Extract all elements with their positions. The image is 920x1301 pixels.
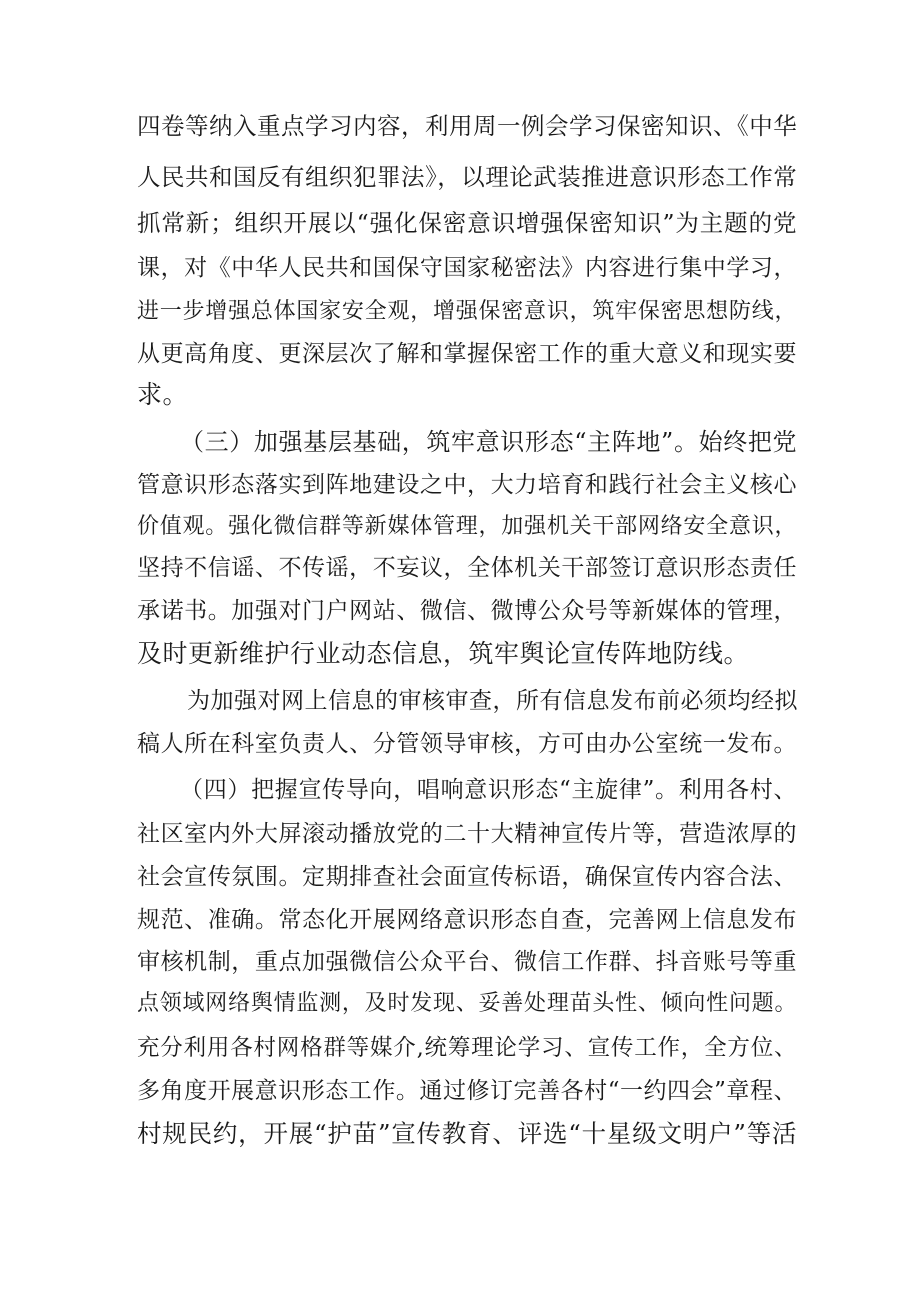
text-line: 从更高角度、更深层次了解和掌握保密工作的重大意义和现实要 <box>137 341 797 367</box>
text-line: 为加强对网上信息的审核审查，所有信息发布前必须均经拟 <box>187 688 798 714</box>
text-line: 充分利用各村网格群等媒介,统筹理论学习、宣传工作，全方位、 <box>137 1035 797 1061</box>
text-line: 稿人所在科室负责人、分管领导审核，方可由办公室统一发布。 <box>137 731 797 757</box>
text-line: 求。 <box>137 380 189 409</box>
text-line: 抓常新；组织开展以“强化保密意识增强保密知识”为主题的党 <box>137 209 797 237</box>
text-line: 多角度开展意识形态工作。通过修订完善各村“一约四会”章程、 <box>137 1078 797 1104</box>
section-heading-three: （三）加强基层基础，筑牢意识形态“主阵地”。始终把党 <box>180 428 797 456</box>
text-line: 人民共和国反有组织犯罪法》，以理论武装推进意识形态工作常 <box>137 163 798 191</box>
text-line: 规范、准确。常态化开展网络意识形态自查，完善网上信息发布 <box>137 907 797 933</box>
text-line: 管意识形态落实到阵地建设之中，大力培育和践行社会主义核心 <box>137 472 797 498</box>
text-line: 进一步增强总体国家安全观，增强保密意识，筑牢保密思想防线， <box>137 299 797 324</box>
text-line: 及时更新维护行业动态信息，筑牢舆论宣传阵地防线。 <box>137 639 750 668</box>
text-line: 社区室内外大屏滚动播放党的二十大精神宣传片等，营造浓厚的 <box>137 821 797 847</box>
text-line: 审核机制，重点加强微信公众平台、微信工作群、抖音账号等重 <box>137 949 797 975</box>
text-line: 村规民约，开展“护苗”宣传教育、评选“十星级文明户”等活 <box>137 1119 797 1148</box>
text-line: 坚持不信谣、不传谣，不妄议，全体机关干部签订意识形态责任 <box>137 555 797 581</box>
text-line: 四卷等纳入重点学习内容，利用周一例会学习保密知识、《中华 <box>137 112 798 140</box>
text-line: 承诺书。加强对门户网站、微信、微博公众号等新媒体的管理， <box>137 598 797 624</box>
section-heading-four: （四）把握宣传导向，唱响意识形态“主旋律”。利用各村、 <box>180 777 797 803</box>
text-line: 价值观。强化微信群等新媒体管理，加强机关干部网络安全意识， <box>137 514 797 539</box>
text-line: 课，对《中华人民共和国保守国家秘密法》内容进行集中学习， <box>137 255 797 281</box>
text-line: 点领域网络舆情监测，及时发现、妥善处理苗头性、倾向性问题。 <box>137 991 797 1016</box>
text-line: 社会宣传氛围。定期排查社会面宣传标语，确保宣传内容合法、 <box>137 864 797 890</box>
